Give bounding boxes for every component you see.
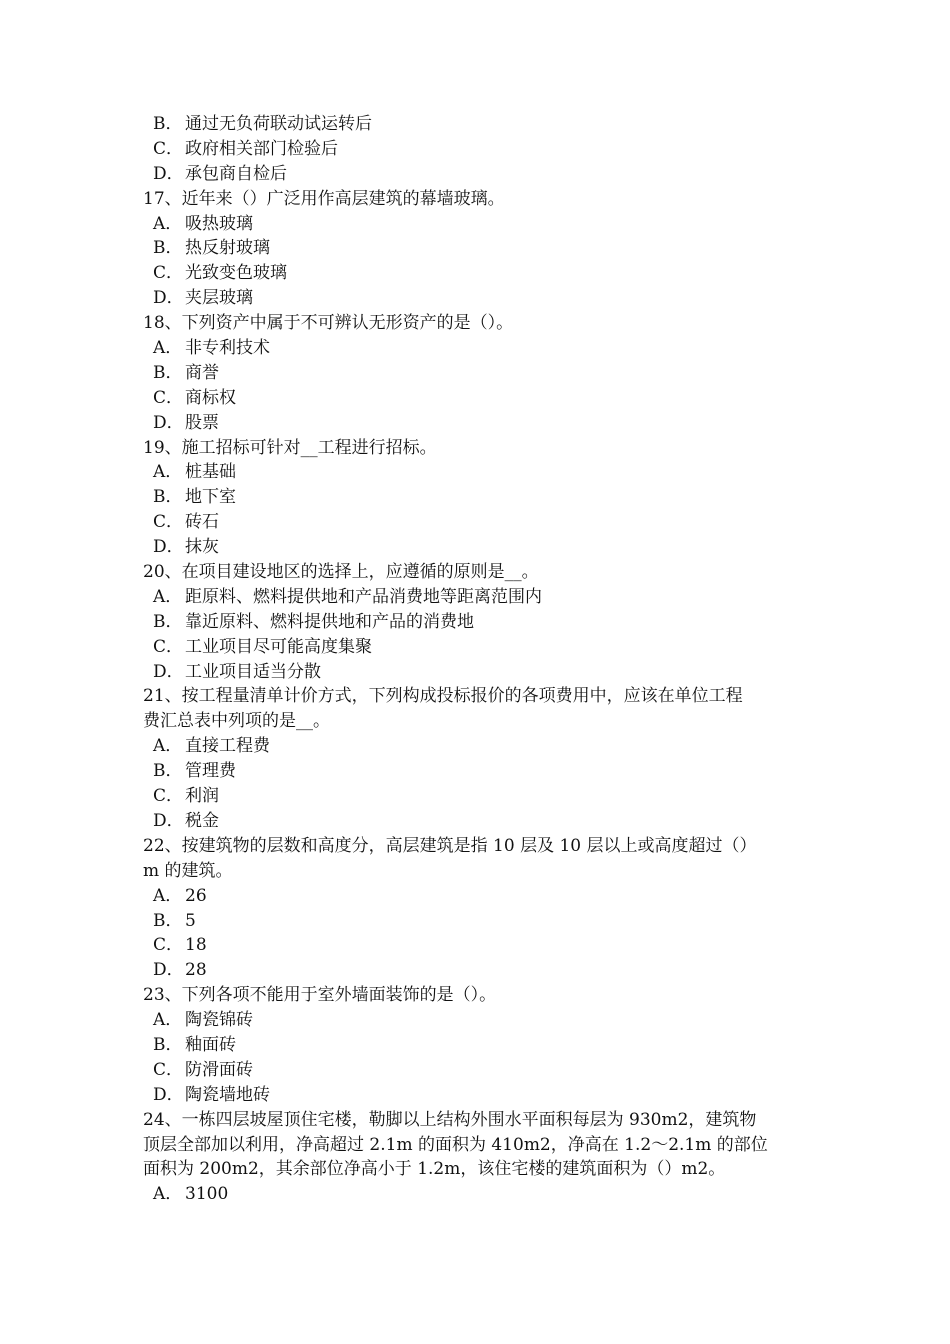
option-text: 夹层玻璃 (185, 288, 253, 309)
option-text: 热反射玻璃 (185, 238, 270, 259)
option-text: 政府相关部门检验后 (185, 138, 338, 159)
option-text: 防滑面砖 (185, 1059, 253, 1080)
option-text: 工业项目适当分散 (185, 661, 321, 682)
option-letter: A． (153, 1184, 183, 1205)
option-letter: B． (153, 611, 183, 632)
option-text: 光致变色玻璃 (185, 263, 287, 284)
answer-option (143, 909, 811, 934)
option-letter: D． (153, 412, 184, 433)
option-text: 通过无负荷联动试运转后 (185, 114, 372, 134)
answer-option (143, 286, 811, 311)
option-text: 商标权 (185, 387, 236, 408)
option-text: 抹灰 (185, 537, 219, 558)
option-letter: C． (153, 786, 184, 807)
option-letter: D． (153, 1084, 184, 1105)
answer-option (143, 336, 811, 361)
answer-option (143, 361, 811, 386)
question-text: m 的建筑。 (143, 860, 233, 881)
option-letter: C． (153, 263, 184, 284)
option-letter: B． (153, 362, 183, 383)
question-text: 18、下列资产中属于不可辨认无形资产的是（）。 (143, 313, 514, 334)
question-text: 顶层全部加以利用，净高超过 2.1m 的面积为 410m2，净高在 1.2～2.1m 的部位 (143, 1134, 768, 1155)
option-letter: D． (153, 810, 184, 831)
option-text: 吸热玻璃 (185, 213, 253, 234)
option-text: 商誉 (185, 362, 219, 383)
option-letter: A． (153, 462, 183, 483)
question-text: 22、按建筑物的层数和高度分，高层建筑是指 10 层及 10 层以上或高度超过（） (143, 835, 757, 856)
option-letter: B． (153, 1034, 183, 1055)
option-text: 28 (185, 960, 207, 981)
answer-option (143, 535, 811, 560)
option-text: 3100 (185, 1184, 229, 1205)
answer-option (143, 236, 811, 261)
answer-option (143, 460, 811, 485)
answer-option (143, 112, 811, 137)
answer-option (143, 784, 811, 809)
option-letter: B． (153, 487, 183, 508)
answer-option (143, 1083, 811, 1108)
answer-option (143, 734, 811, 759)
option-text: 工业项目尽可能高度集聚 (185, 636, 372, 657)
answer-option (143, 660, 811, 685)
option-text: 桩基础 (185, 462, 236, 483)
option-letter: D． (153, 163, 184, 184)
option-letter: D． (153, 537, 184, 558)
option-text: 距原料、燃料提供地和产品消费地等距离范围内 (185, 586, 542, 607)
question-text: 24、一栋四层坡屋顶住宅楼，勒脚以上结构外围水平面积每层为 930m2，建筑物 (143, 1109, 757, 1130)
answer-option (143, 933, 811, 958)
answer-option (143, 1033, 811, 1058)
option-text: 利润 (185, 786, 219, 807)
option-letter: B． (153, 114, 183, 134)
answer-option (143, 759, 811, 784)
option-letter: D． (153, 288, 184, 309)
question-text: 面积为 200m2，其余部位净高小于 1.2m，该住宅楼的建筑面积为（）m2。 (143, 1159, 726, 1180)
answer-option (143, 958, 811, 983)
answer-option (143, 510, 811, 535)
option-letter: A． (153, 338, 183, 359)
option-letter: B． (153, 238, 183, 259)
option-letter: A． (153, 213, 183, 234)
answer-option (143, 884, 811, 909)
question-text: 19、施工招标可针对__工程进行招标。 (143, 437, 437, 458)
option-letter: C． (153, 636, 184, 657)
option-letter: C． (153, 138, 184, 159)
answer-option (143, 809, 811, 834)
option-letter: B． (153, 910, 183, 931)
option-text: 非专利技术 (185, 338, 270, 359)
option-letter: A． (153, 1010, 183, 1031)
option-letter: C． (153, 512, 184, 533)
question-list (143, 112, 811, 1207)
question-text: 23、下列各项不能用于室外墙面装饰的是（）。 (143, 985, 497, 1006)
option-text: 管理费 (185, 761, 236, 782)
answer-option (143, 212, 811, 237)
answer-option (143, 411, 811, 436)
option-letter: A． (153, 736, 183, 757)
option-text: 釉面砖 (185, 1034, 236, 1055)
answer-option (143, 485, 811, 510)
answer-option (143, 635, 811, 660)
option-letter: C． (153, 935, 184, 956)
question-text: 17、近年来（）广泛用作高层建筑的幕墙玻璃。 (143, 188, 505, 209)
option-letter: A． (153, 586, 183, 607)
answer-option (143, 261, 811, 286)
option-text: 直接工程费 (185, 736, 270, 757)
option-letter: C． (153, 1059, 184, 1080)
option-text: 26 (185, 885, 207, 906)
option-letter: C． (153, 387, 184, 408)
option-letter: B． (153, 761, 183, 782)
option-text: 靠近原料、燃料提供地和产品的消费地 (185, 611, 474, 632)
option-letter: A． (153, 885, 183, 906)
option-text: 陶瓷墙地砖 (185, 1084, 270, 1105)
answer-option (143, 585, 811, 610)
question-text: 20、在项目建设地区的选择上，应遵循的原则是__。 (143, 562, 539, 583)
answer-option (143, 137, 811, 162)
option-text: 5 (185, 910, 196, 931)
option-text: 地下室 (185, 487, 236, 508)
option-letter: D． (153, 661, 184, 682)
question-text: 21、按工程量清单计价方式，下列构成投标报价的各项费用中，应该在单位工程 (143, 686, 743, 707)
option-text: 股票 (185, 412, 219, 433)
answer-option (143, 610, 811, 635)
option-text: 承包商自检后 (185, 163, 287, 184)
answer-option (143, 1008, 811, 1033)
option-text: 18 (185, 935, 207, 956)
answer-option (143, 1058, 811, 1083)
answer-option (143, 386, 811, 411)
option-text: 税金 (185, 810, 219, 831)
answer-option (143, 162, 811, 187)
option-text: 砖石 (185, 512, 219, 533)
option-letter: D． (153, 960, 184, 981)
question-text: 费汇总表中列项的是__。 (143, 711, 330, 732)
answer-option (143, 1182, 811, 1207)
option-text: 陶瓷锦砖 (185, 1010, 253, 1031)
